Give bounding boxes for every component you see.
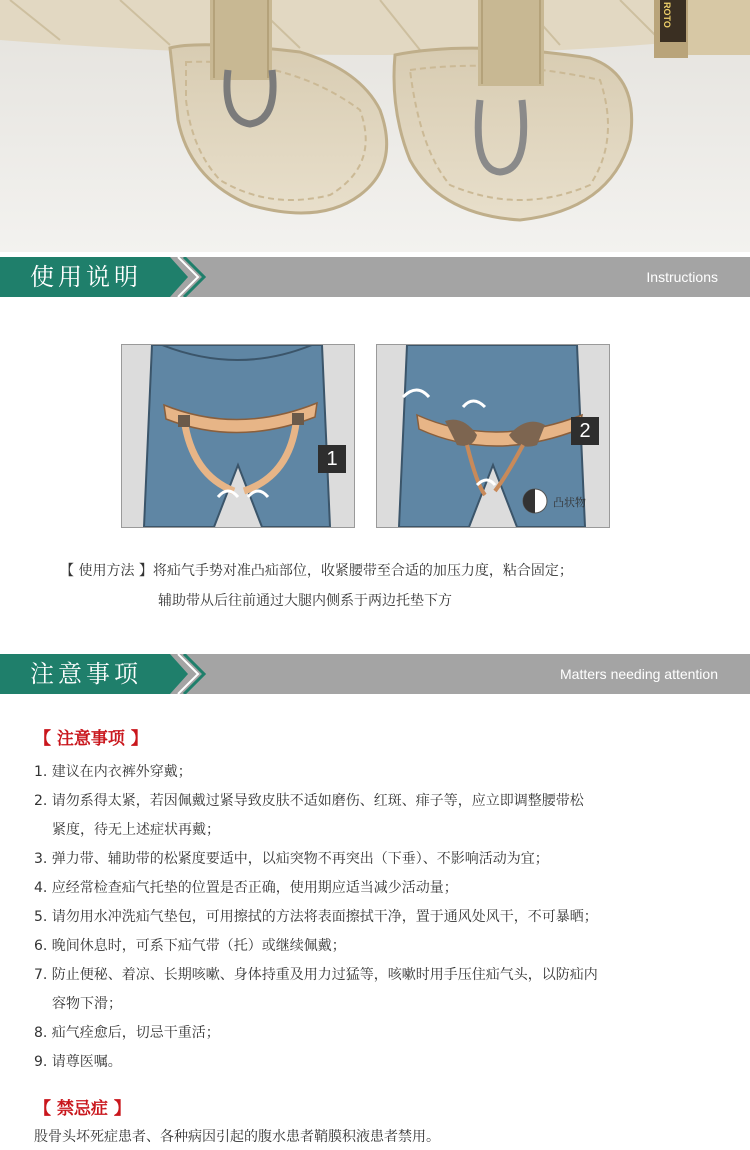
usage-line-2: 辅助带从后往前通过大腿内侧系于两边托垫下方 [158, 593, 452, 609]
usage-text [60, 556, 720, 616]
note-item [34, 961, 724, 1019]
note-text: 3. 弹力带、辅助带的松紧度要适中，以疝突物不再突出（下垂）、不影响活动为宜； [34, 851, 549, 867]
note-text: 7. 防止便秘、着凉、长期咳嗽、身体持重及用力过猛等，咳嗽时用手压住疝气头，以防疝内 [34, 967, 598, 983]
notes-title-en: Matters needing attention [560, 666, 718, 682]
note-continuation: 容物下滑； [52, 996, 122, 1012]
notes-section-header [0, 654, 750, 694]
brand-tag: ROTO [662, 2, 672, 28]
note-item [34, 903, 724, 932]
usage-line-1: 【 使用方法 】将疝气手势对准凸疝部位，收紧腰带至合适的加压力度，粘合固定； [60, 563, 573, 579]
notes-heading: 【 注意事项 】 [34, 729, 148, 749]
note-text: 4. 应经常检查疝气托垫的位置是否正确，使用期应适当减少活动量； [34, 880, 458, 896]
note-text: 6. 晚间休息时，可系下疝气带（托）或继续佩戴； [34, 938, 346, 954]
step-number-1: 1 [318, 445, 346, 473]
note-item [34, 1019, 724, 1048]
note-text: 1. 建议在内衣裤外穿戴； [34, 764, 192, 780]
contraindication-heading: 【 禁忌症 】 [34, 1099, 131, 1119]
notes-title-cn: 注意事项 [30, 660, 142, 688]
note-text: 5. 请勿用水冲洗疝气垫包，可用擦拭的方法将表面擦拭干净，置于通风处风干，不可暴晒； [34, 909, 598, 925]
note-item [34, 758, 724, 787]
hernia-belt-photo-icon [0, 0, 750, 252]
note-item [34, 932, 724, 961]
note-item [34, 874, 724, 903]
note-text: 2. 请勿系得太紧，若因佩戴过紧导致皮肤不适如磨伤、红斑、痱子等，应立即调整腰带松 [34, 793, 584, 809]
note-text: 9. 请尊医嘱。 [34, 1054, 122, 1070]
step-number-2: 2 [571, 417, 599, 445]
usage-title-cn: 使用说明 [30, 263, 142, 291]
note-item [34, 1048, 724, 1077]
note-item [34, 787, 724, 845]
bump-label: 凸状物 [553, 496, 586, 509]
note-item [34, 845, 724, 874]
wearing-step-1-icon [122, 345, 354, 527]
note-text: 8. 疝气痊愈后，切忌干重活； [34, 1025, 220, 1041]
contraindication-text: 股骨头坏死症患者、各种病因引起的腹水患者鞘膜积液患者禁用。 [34, 1129, 440, 1145]
usage-title-en: Instructions [646, 269, 718, 285]
note-continuation: 紧度，待无上述症状再戴； [52, 822, 220, 838]
product-photo [0, 0, 750, 252]
usage-section-header [0, 257, 750, 297]
step-1-illustration [121, 344, 355, 528]
notes-list [34, 758, 724, 1077]
step-2-illustration [376, 344, 610, 528]
